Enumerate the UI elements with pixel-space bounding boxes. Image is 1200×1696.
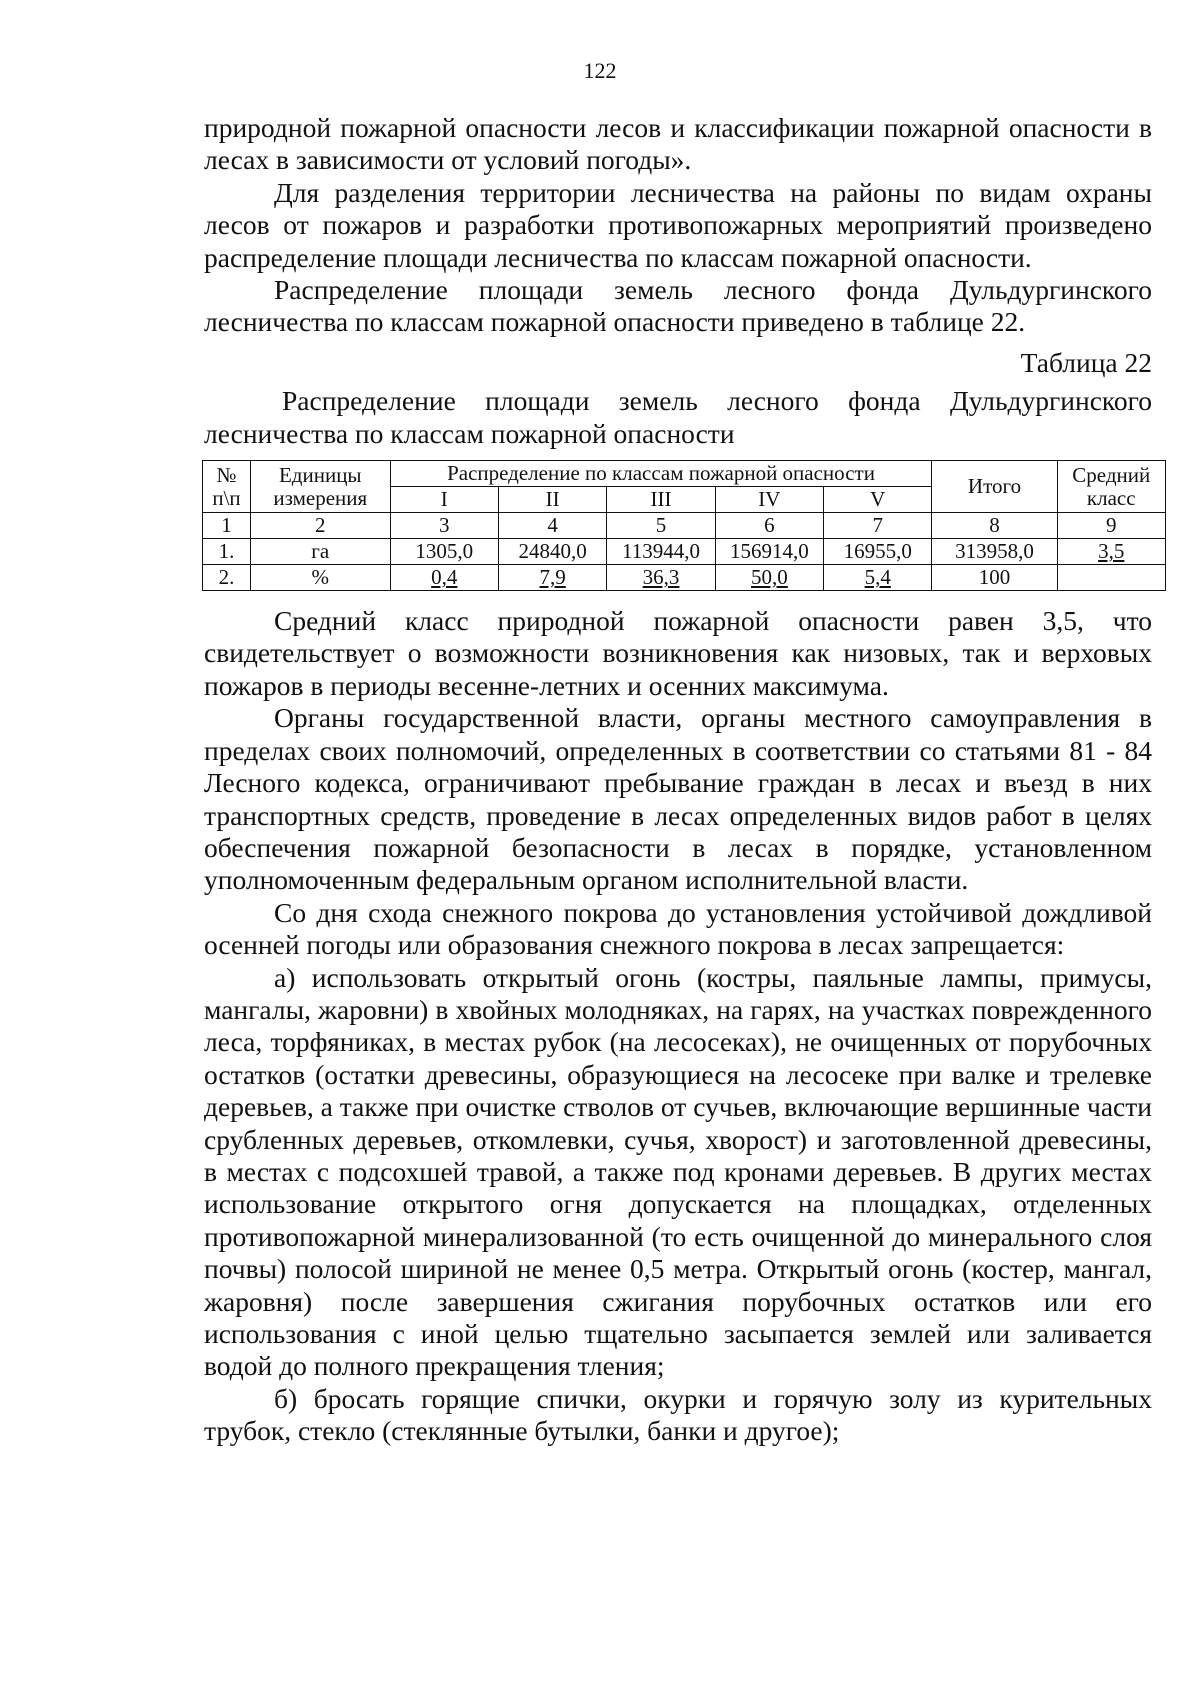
- paragraph: Распределение площади земель лесного фонда Дульдургинского лесничества по классам пожарной опасности приведено в таблице 22.: [204, 274, 1152, 338]
- table-cell: %: [250, 565, 390, 591]
- header-classes: Распределение по классам пожарной опасности: [390, 461, 932, 487]
- fire-danger-table: [202, 460, 1166, 591]
- column-number: 5: [607, 513, 715, 539]
- column-number: 4: [498, 513, 606, 539]
- column-number: 1: [203, 513, 251, 539]
- header-units: Единицы измерения: [250, 461, 390, 513]
- table-cell: 16955,0: [824, 539, 932, 565]
- column-number: 2: [250, 513, 390, 539]
- table-cell: 24840,0: [498, 539, 606, 565]
- column-number-row: [203, 513, 1166, 539]
- table-cell: 50,0: [715, 565, 823, 591]
- paragraph: Органы государственной власти, органы местного самоуправления в пределах своих полномочий, определенных в соответствии со статьями 81 - 84 Лесного кодекса, ограничивают пребывание граждан в лесах и въезд в них транспортных средств, проведение в лесах определенных видов работ в целях обеспечения пожарной безопасности в лесах в порядке, установленном уполномоченным федеральным органом исполнительной власти.: [204, 702, 1152, 896]
- paragraph: Для разделения территории лесничества на районы по видам охраны лесов от пожаров и разработки противопожарных мероприятий произведено распределение площади лесничества по классам пожарной опасности.: [204, 176, 1152, 273]
- column-number: 8: [932, 513, 1057, 539]
- class-label: I: [390, 487, 498, 513]
- column-number: 3: [390, 513, 498, 539]
- table-cell: га: [250, 539, 390, 565]
- class-label: IV: [715, 487, 823, 513]
- table-row: [203, 565, 1166, 591]
- table-cell: 100: [932, 565, 1057, 591]
- page-number: 122: [583, 58, 617, 83]
- table-cell: 156914,0: [715, 539, 823, 565]
- table-cell: 36,3: [607, 565, 715, 591]
- table-cell: 2.: [203, 565, 251, 591]
- column-number: 6: [715, 513, 823, 539]
- table-row: [203, 539, 1166, 565]
- column-number: 7: [824, 513, 932, 539]
- paragraph: Средний класс природной пожарной опасности равен 3,5, что свидетельствует о возможности возникновения как низовых, так и верховых пожаров в периоды весенне-летних и осенних максимума.: [204, 605, 1152, 701]
- class-label: V: [824, 487, 932, 513]
- paragraph: Со дня схода снежного покрова до установления устойчивой дождливой осенней погоды или образования снежного покрова в лесах запрещается:: [204, 896, 1152, 961]
- paragraph: природной пожарной опасности лесов и классификации пожарной опасности в лесах в зависимости от условий погоды».: [204, 112, 1152, 176]
- table-cell: 1.: [203, 539, 251, 565]
- table-cell: 0,4: [390, 565, 498, 591]
- paragraph: б) бросать горящие спички, окурки и горячую золу из курительных трубок, стекло (стеклянные бутылки, банки и другое);: [204, 1382, 1152, 1447]
- table-cell: 7,9: [498, 565, 606, 591]
- table-caption: Распределение площади земель лесного фонда Дульдургинского лесничества по классам пожарной опасности: [204, 385, 1152, 449]
- header-number: № п\п: [203, 461, 251, 513]
- table-cell: 313958,0: [932, 539, 1057, 565]
- class-label: II: [498, 487, 606, 513]
- paragraph: а) использовать открытый огонь (костры, паяльные лампы, примусы, мангалы, жаровни) в хвойных молодняках, на гарях, на участках поврежденного леса, торфяниках, в местах рубок (на лесосеках), не очищенных от порубочных остатков (остатки древесины, образующиеся на лесосеке при валке и трелевке деревьев, а также при очистке стволов от сучьев, включающие вершинные части срубленных деревьев, откомлевки, сучья, хворост) и заготовленной древесины, в местах с подсохшей травой, а также под кронами деревьев. В других местах использование открытого огня допускается на площадках, отделенных противопожарной минерализованной (то есть очищенной до минерального слоя почвы) полосой шириной не менее 0,5 метра. Открытый огонь (костер, мангал, жаровня) после завершения сжигания порубочных остатков или его использования с иной целью тщательно засыпается землей или заливается водой до полного прекращения тления;: [204, 961, 1152, 1382]
- table-cell: 113944,0: [607, 539, 715, 565]
- table-cell: 5,4: [824, 565, 932, 591]
- header-total: Итого: [932, 461, 1057, 513]
- header-average: Средний класс: [1057, 461, 1165, 513]
- column-number: 9: [1057, 513, 1165, 539]
- class-label: III: [607, 487, 715, 513]
- table-cell: [1057, 565, 1165, 591]
- table-cell: 1305,0: [390, 539, 498, 565]
- table-cell: 3,5: [1057, 539, 1165, 565]
- table-label: Таблица 22: [1020, 346, 1152, 378]
- document-body: [204, 112, 1152, 1448]
